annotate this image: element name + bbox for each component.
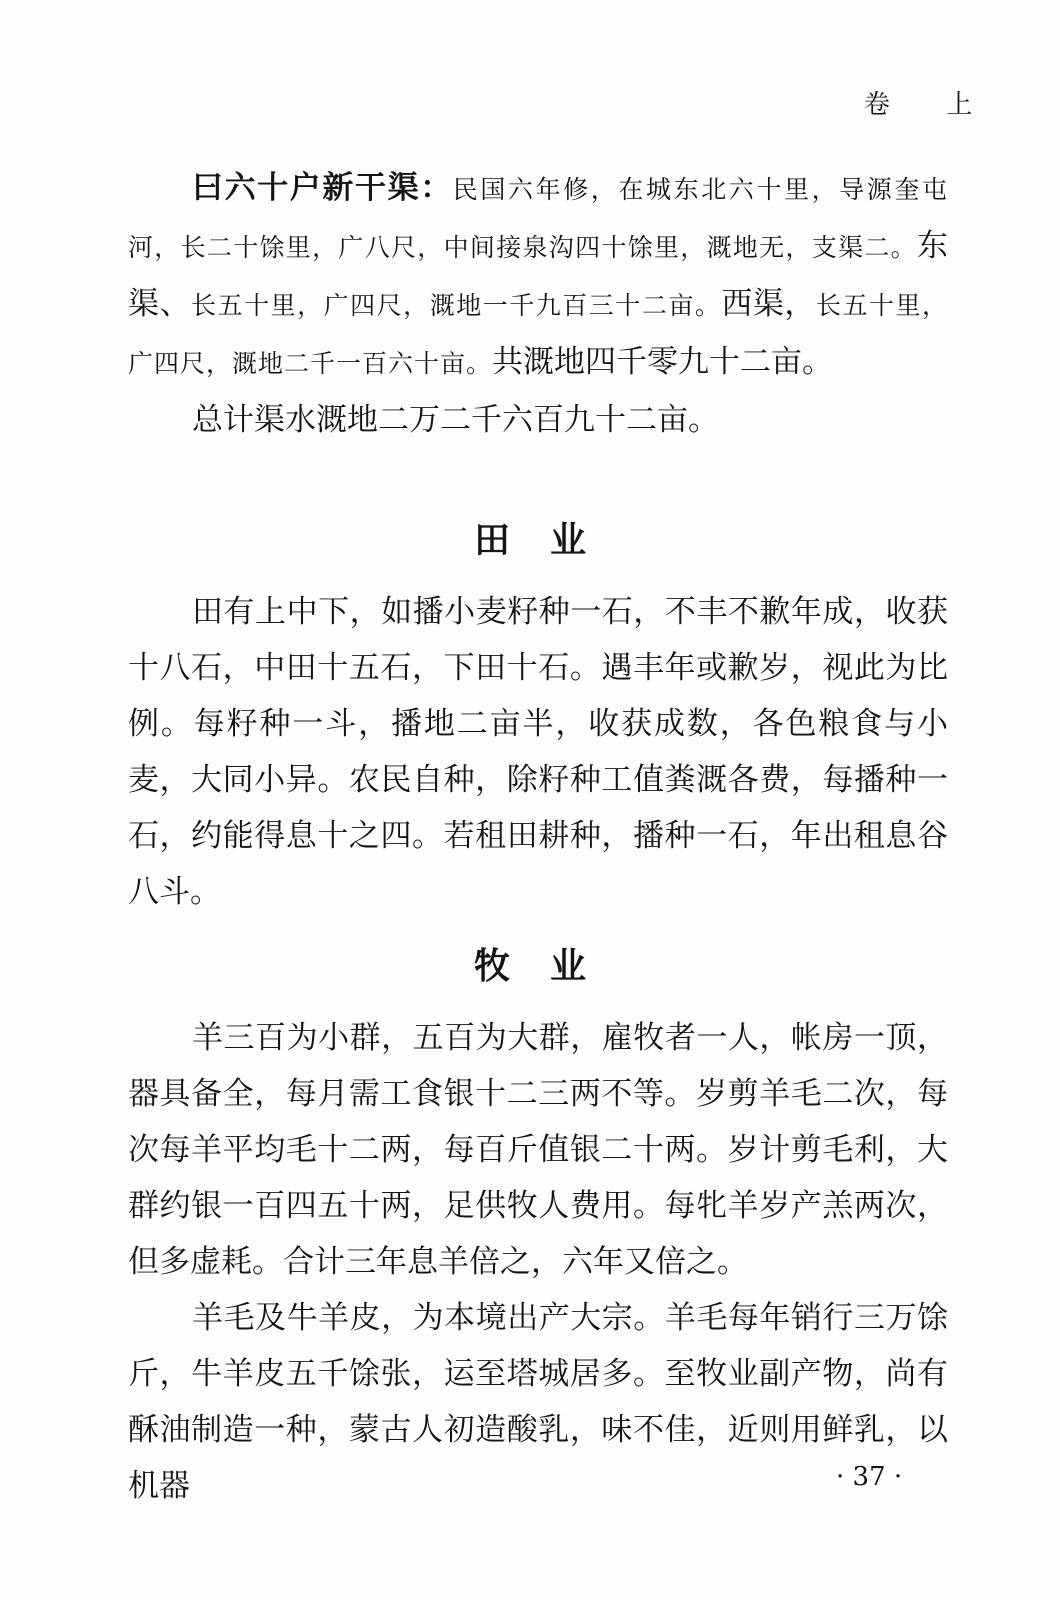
herding-paragraph-1: 羊三百为小群，五百为大群，雇牧者一人，帐房一顶，器具备全，每月需工食银十二三两不等。岁剪羊毛二次，每次每羊平均毛十二两，每百斤值银二十两。岁计剪毛利，大群约银一百四五十两，足供牧人费用。每牝羊岁产羔两次，但多虚耗。合计三年息羊倍之，六年又倍之。 <box>128 1020 948 1280</box>
canal-subtotal: 共溉地四千零九十二亩。 <box>492 344 834 380</box>
running-header: 卷 上 <box>864 90 997 120</box>
west-canal-label: 西渠， <box>721 286 816 322</box>
east-canal-label: 东渠、 <box>128 228 948 322</box>
canal-total-paragraph: 总计渠水溉地二万二千六百九十二亩。 <box>192 402 719 438</box>
east-canal-note: 长五十里，广四尺，溉地一千九百三十二亩。 <box>191 291 722 320</box>
page-number: · 37 · <box>836 1462 903 1492</box>
farming-paragraph: 田有上中下，如播小麦籽种一石，不丰不歉年成，收获十八石，中田十五石，下田十石。遇丰年或歉岁，视此为比例。每籽种一斗，播地二亩半，收获成数，各色粮食与小麦，大同小异。农民自种，除籽种工值粪溉各费，每播种一石，约能得息十之四。若租田耕种，播种一石，年出租息谷八斗。 <box>128 594 948 910</box>
canal-note: 民国六年修，在城东北六十里，导源奎屯河，长二十馀里，广八尺，中间接泉沟四十馀里，溉地无，支渠二。 <box>128 175 948 262</box>
section-heading-herding: 牧业 <box>473 945 626 987</box>
canal-section <box>128 160 948 448</box>
canal-name: 曰六十户新干渠： <box>192 170 453 206</box>
section-heading-farming: 田业 <box>473 519 626 561</box>
canal-entry-paragraph <box>128 160 948 392</box>
west-canal-note: 长五十里，广四尺，溉地二千一百六十亩。 <box>128 291 949 378</box>
farming-section <box>128 584 948 920</box>
herding-paragraph-2: 羊毛及牛羊皮，为本境出产大宗。羊毛每年销行三万馀斤，牛羊皮五千馀张，运至塔城居多。至牧业副产物，尚有酥油制造一种，蒙古人初造酸乳，味不佳，近则用鲜乳，以机器 <box>128 1300 948 1504</box>
herding-section <box>128 1010 948 1514</box>
